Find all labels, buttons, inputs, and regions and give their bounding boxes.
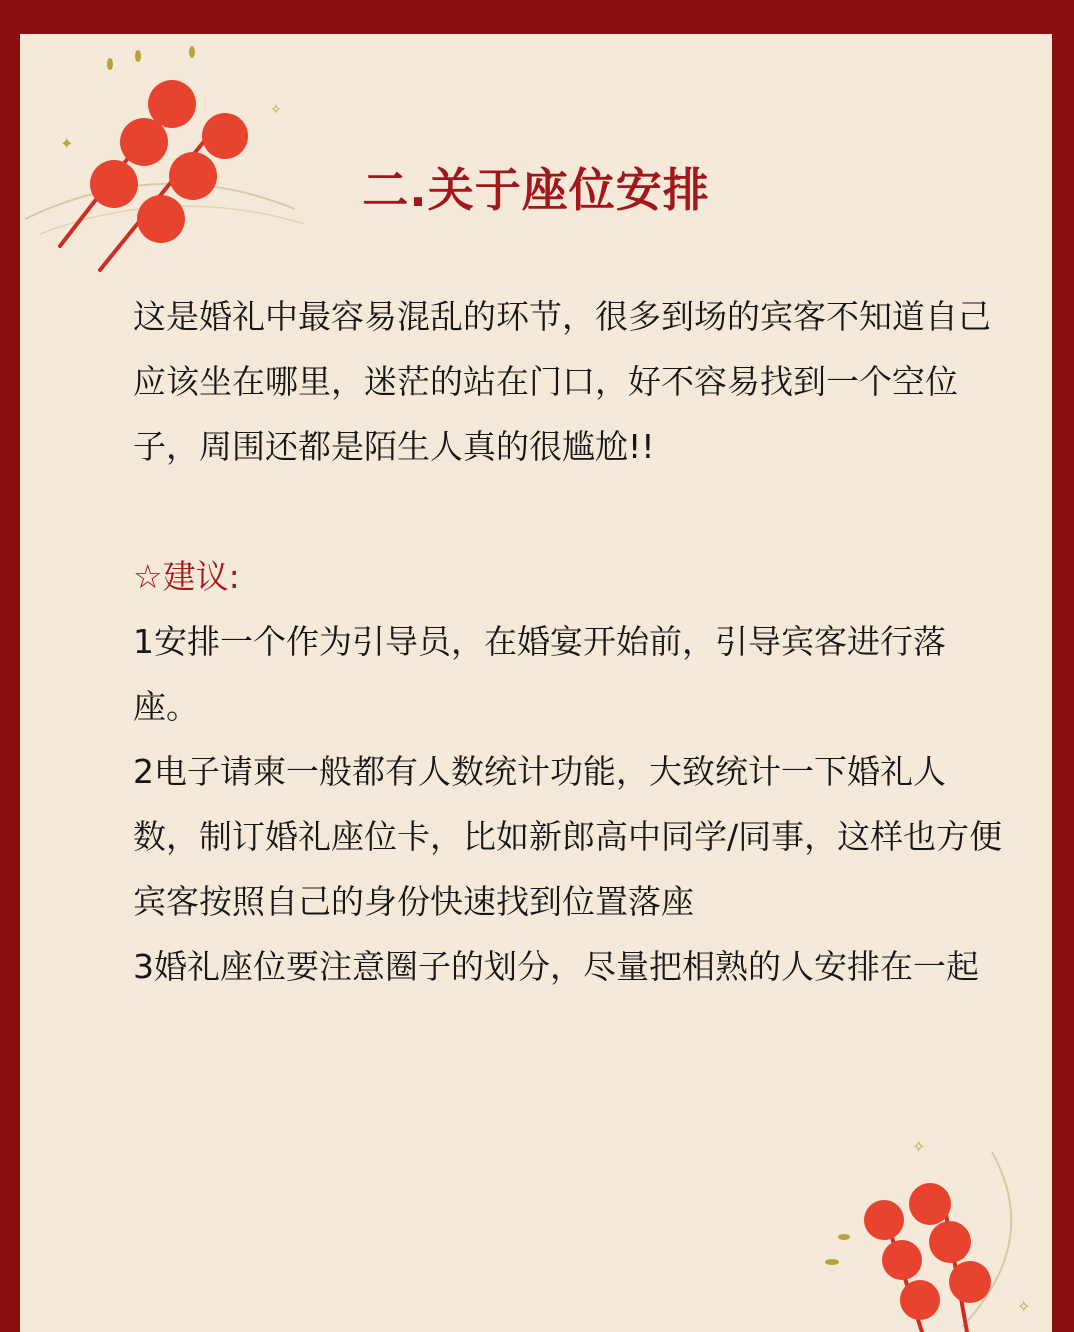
intro-paragraph: 这是婚礼中最容易混乱的环节，很多到场的宾客不知道自己应该坐在哪里，迷茫的站在门口，好不容易找到一个空位子，周围还都是陌生人真的很尴尬!! — [133, 297, 991, 466]
svg-text:✦: ✦ — [60, 134, 74, 153]
suggestion-item: 1安排一个作为引导员，在婚宴开始前，引导宾客进行落座。 — [133, 622, 946, 726]
svg-text:✧: ✧ — [270, 102, 282, 118]
svg-text:✧: ✧ — [1017, 1297, 1031, 1316]
suggestion-label: ☆建议: — [133, 557, 240, 596]
suggestion-item: 2电子请柬一般都有人数统计功能，大致统计一下婚礼人数，制订婚礼座位卡，比如新郎高中同学/同事，这样也方便宾客按照自己的身份快速找到位置落座 — [133, 752, 1003, 921]
suggestion-item: 3婚礼座位要注意圈子的划分，尽量把相熟的人安排在一起 — [133, 947, 979, 986]
page-title: 二.关于座位安排 — [362, 163, 710, 217]
svg-text:✧: ✧ — [912, 1137, 926, 1156]
article-body — [133, 284, 1003, 999]
tanghulu-icon-bottom — [792, 1112, 1052, 1332]
page-card — [20, 34, 1052, 1332]
